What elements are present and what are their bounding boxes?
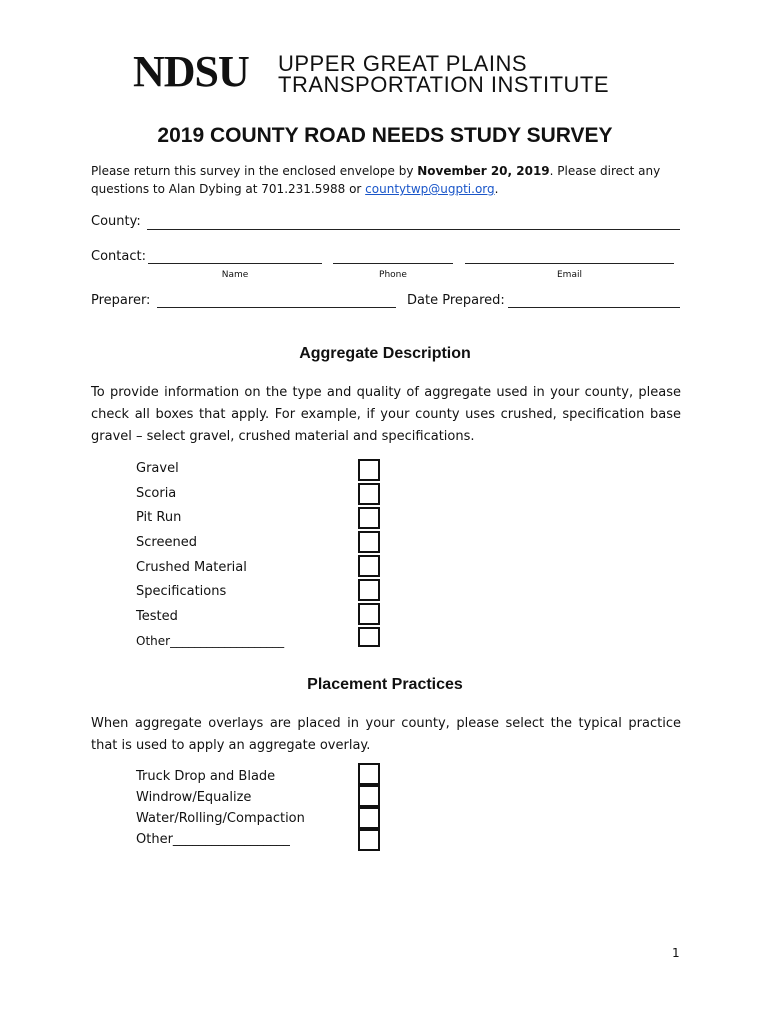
ndsu-logo: NDSU bbox=[133, 47, 249, 96]
aggregate-heading: Aggregate Description bbox=[299, 345, 471, 362]
contact-email-field[interactable] bbox=[465, 263, 674, 264]
option-label: Tested bbox=[136, 609, 178, 624]
contact-label: Contact: bbox=[91, 249, 146, 264]
logo-line-1: UPPER GREAT PLAINS bbox=[278, 51, 528, 76]
contact-phone-field[interactable] bbox=[333, 263, 453, 264]
phone-sublabel: Phone bbox=[379, 270, 407, 280]
other-aggregate-checkbox[interactable] bbox=[358, 627, 380, 647]
intro-text bbox=[91, 162, 681, 198]
windrow-equalize-checkbox[interactable] bbox=[358, 785, 380, 807]
intro-text-1: Please return this survey in the enclosed envelope by bbox=[91, 164, 418, 178]
option-label: Water/Rolling/Compaction bbox=[136, 811, 305, 826]
option-label: Screened bbox=[136, 535, 197, 550]
county-label: County: bbox=[91, 214, 141, 229]
screened-checkbox[interactable] bbox=[358, 531, 380, 553]
date-prepared-label: Date Prepared: bbox=[407, 293, 505, 308]
email-sublabel: Email bbox=[557, 270, 582, 280]
truck-drop-blade-checkbox[interactable] bbox=[358, 763, 380, 785]
contact-name-field[interactable] bbox=[148, 263, 322, 264]
scoria-checkbox[interactable] bbox=[358, 483, 380, 505]
intro-text-2: . Please direct any questions to Alan Dybing at 701.231.5988 or bbox=[91, 164, 661, 196]
name-sublabel: Name bbox=[221, 270, 249, 280]
gravel-checkbox[interactable] bbox=[358, 459, 380, 481]
crushed-material-checkbox[interactable] bbox=[358, 555, 380, 577]
preparer-field[interactable] bbox=[157, 307, 396, 308]
preparer-label: Preparer: bbox=[91, 293, 151, 308]
option-label: Truck Drop and Blade bbox=[136, 769, 276, 784]
option-label: Windrow/Equalize bbox=[136, 790, 252, 805]
intro-text-3: . bbox=[494, 182, 499, 196]
tested-checkbox[interactable] bbox=[358, 603, 380, 625]
deadline: November 20, 2019 bbox=[417, 164, 550, 178]
option-label-other: Other___________________ bbox=[136, 634, 285, 648]
date-prepared-field[interactable] bbox=[508, 307, 680, 308]
option-label: Crushed Material bbox=[136, 560, 247, 575]
water-rolling-compaction-checkbox[interactable] bbox=[358, 807, 380, 829]
pit-run-checkbox[interactable] bbox=[358, 507, 380, 529]
placement-description: When aggregate overlays are placed in your county, please select the typical practice that is used to apply an aggregate overlay. bbox=[91, 716, 681, 753]
option-label: Specifications bbox=[136, 584, 227, 599]
county-field[interactable] bbox=[147, 229, 680, 230]
email-link[interactable]: countytwp@ugpti.org bbox=[365, 182, 495, 196]
placement-heading: Placement Practices bbox=[307, 676, 463, 693]
option-label: Gravel bbox=[136, 461, 179, 476]
option-label: Pit Run bbox=[136, 510, 182, 525]
specifications-checkbox[interactable] bbox=[358, 579, 380, 601]
page-title: 2019 COUNTY ROAD NEEDS STUDY SURVEY bbox=[157, 124, 613, 147]
aggregate-description: To provide information on the type and quality of aggregate used in your county, please check all boxes that apply. For example, if your county uses crushed, specification base gravel – select gravel, crushed material and specifications. bbox=[91, 385, 681, 444]
page-number: 1 bbox=[672, 946, 680, 960]
option-label: Other__________________ bbox=[136, 832, 290, 847]
option-label: Scoria bbox=[136, 486, 177, 501]
other-placement-checkbox[interactable] bbox=[358, 829, 380, 851]
logo-line-2: TRANSPORTATION INSTITUTE bbox=[278, 72, 610, 97]
